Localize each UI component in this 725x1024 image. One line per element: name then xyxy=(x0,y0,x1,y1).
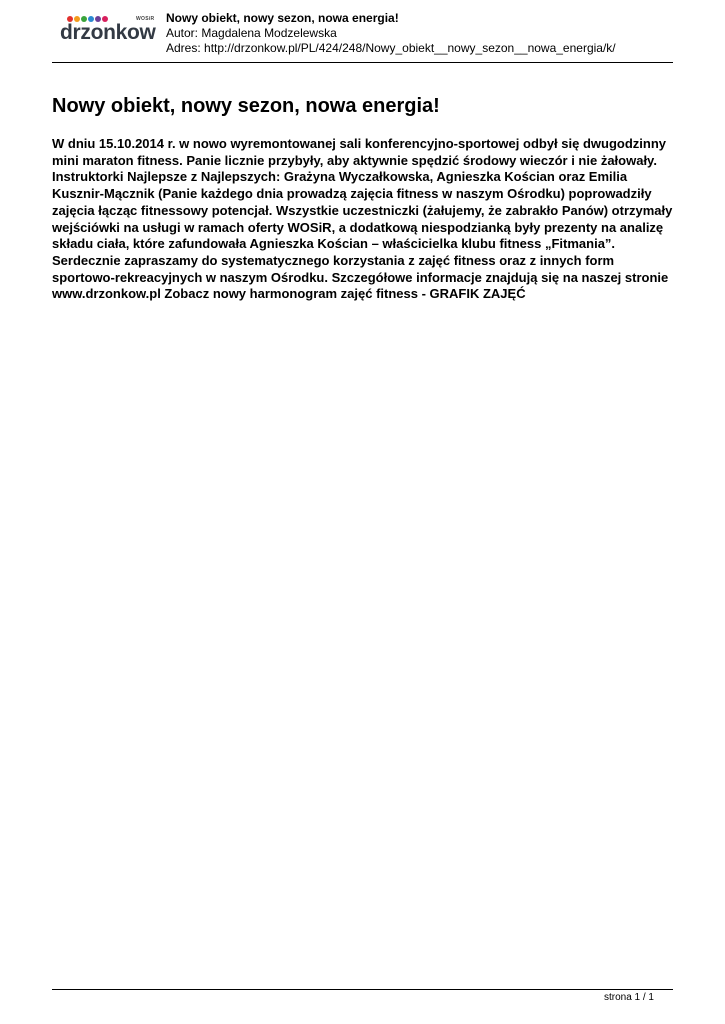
footer-divider xyxy=(52,989,673,990)
header-title: Nowy obiekt, nowy sezon, nowa energia! xyxy=(166,11,399,25)
header-address: Adres: http://drzonkow.pl/PL/424/248/Nowy_obiekt__nowy_sezon__nowa_energia/k/ xyxy=(166,41,616,55)
article-title: Nowy obiekt, nowy sezon, nowa energia! xyxy=(52,95,440,117)
header-info xyxy=(166,11,616,56)
page-number: strona 1 / 1 xyxy=(603,992,654,1003)
header-author: Autor: Magdalena Modzelewska xyxy=(166,26,337,40)
document-header xyxy=(52,8,673,63)
article-body: W dniu 15.10.2014 r. w nowo wyremontowanej sali konferencyjno-sportowej odbył się dwugodzinny mini maraton fitness. Panie licznie przybyły, aby aktywnie spędzić środowy wieczór i nie żałowały. Instruktorki Najlepsze z Najlepszych: Grażyna Wyczałkowska, Agnieszka Kościan oraz Emilia Kusznir-Mącznik (Panie każdego dnia prowadzą zajęcia fitness w naszym Ośrodku) poprowadziły zajęcia łącząc fitnessowy potencjał. Wszystkie uczestniczki (żałujemy, że zabrakło Panów) otrzymały wejściówki na usługi w ramach oferty WOSiR, a dodatkową niespodzianką były prezenty na analizę składu ciała, które zafundowała Agnieszka Kościan – właścicielka klubu fitness „Fitmania”. Serdecznie zapraszamy do systematycznego korzystania z zajęć fitness oraz z innych form sportowo-rekreacyjnych w naszym Ośrodku. Szczegółowe informacje znajdują się na naszej stronie www.drzonkow.pl Zobacz nowy harmonogram zajęć fitness - GRAFIK ZAJĘĆ xyxy=(52,136,673,302)
logo-wordmark: drzonkow xyxy=(60,21,156,44)
logo-tag: WOSiR xyxy=(136,16,155,22)
drzonkow-logo xyxy=(60,16,156,50)
